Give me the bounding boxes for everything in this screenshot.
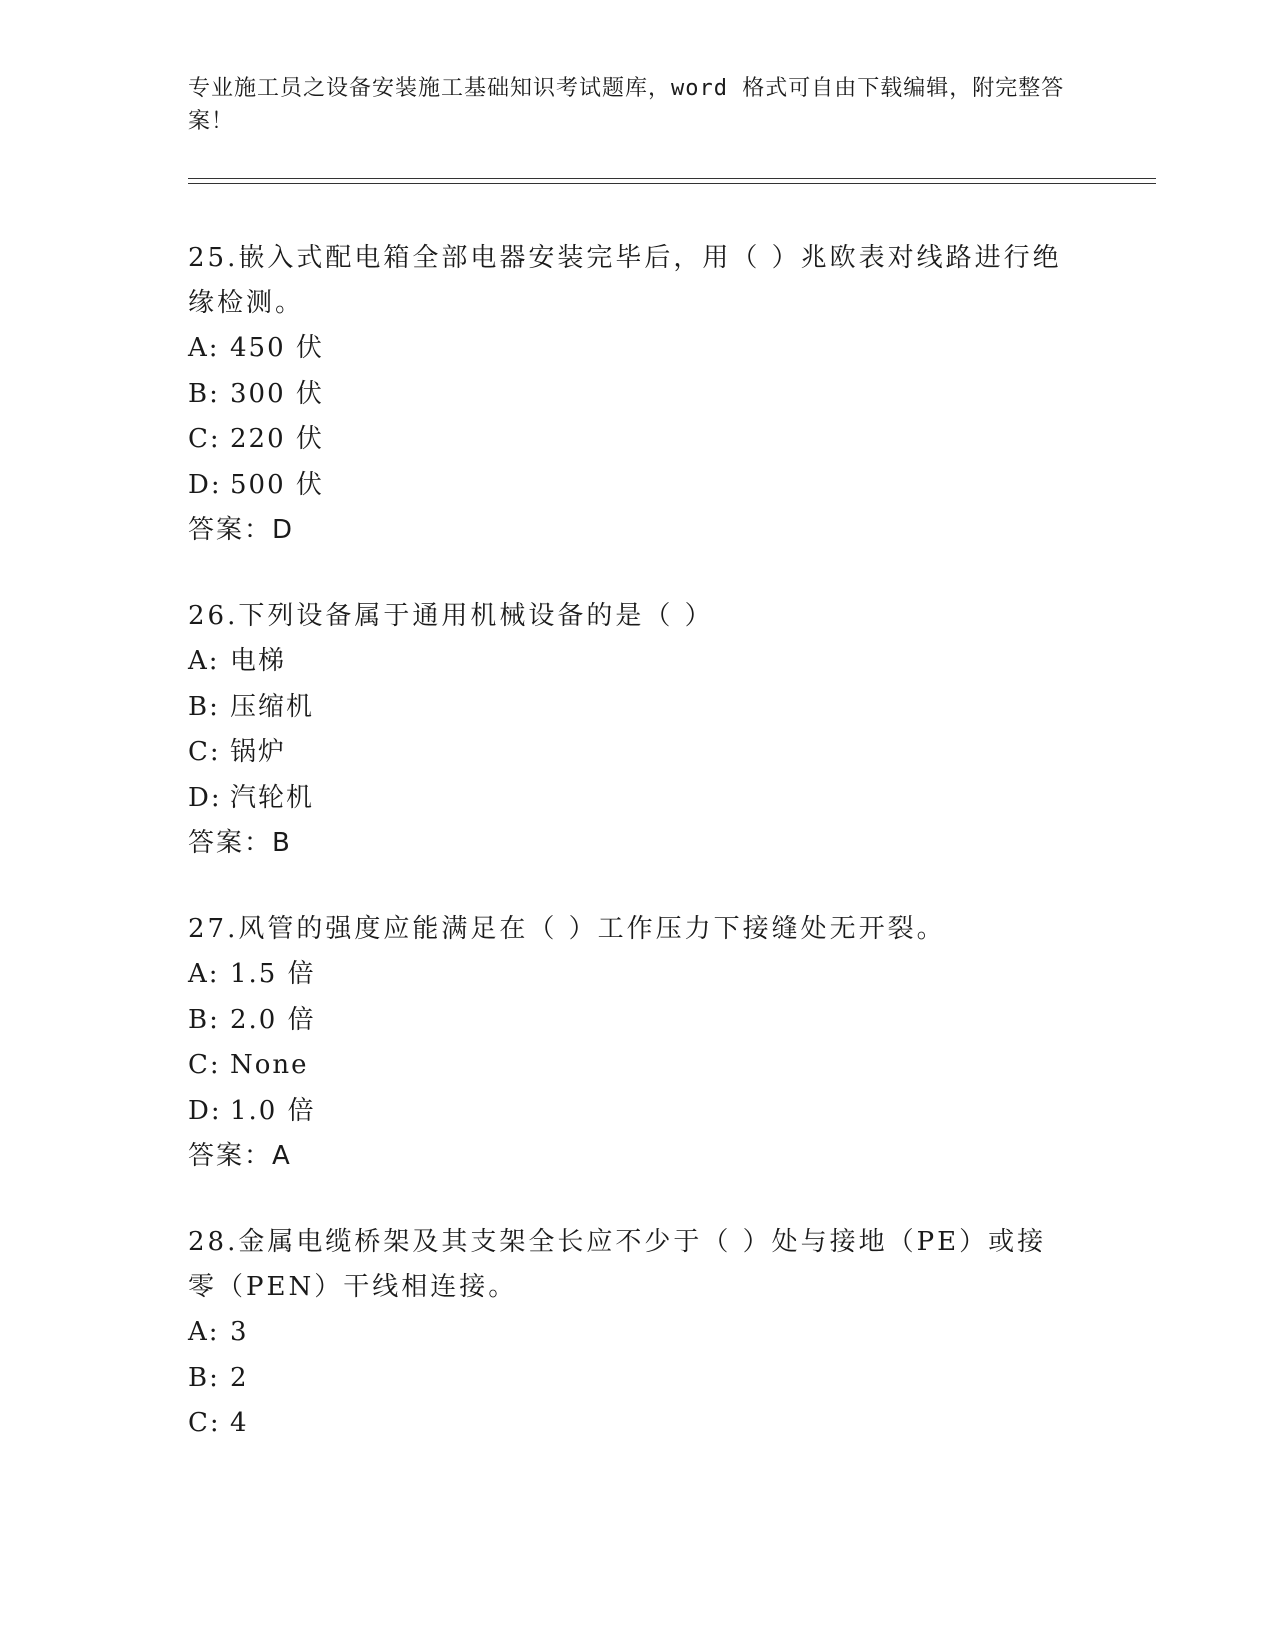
option-key: C: bbox=[188, 1408, 221, 1438]
question-item bbox=[188, 907, 1088, 1179]
answer-line: 答案：D bbox=[188, 515, 295, 545]
option-c bbox=[188, 1043, 1088, 1089]
option-b bbox=[188, 1356, 1088, 1402]
question-stem: 28.金属电缆桥架及其支架全长应不少于（ ）处与接地（PE）或接零（PEN）干线相连接。 bbox=[188, 1227, 1047, 1302]
option-key: A: bbox=[188, 646, 220, 676]
answer-line: 答案：A bbox=[188, 1141, 292, 1171]
option-c bbox=[188, 730, 1088, 776]
option-text: 汽轮机 bbox=[230, 782, 315, 813]
option-c bbox=[188, 1401, 1088, 1447]
question-item bbox=[188, 1220, 1088, 1447]
question-item bbox=[188, 236, 1088, 553]
option-a bbox=[188, 1310, 1088, 1356]
option-text: None bbox=[230, 1050, 309, 1080]
option-b bbox=[188, 998, 1088, 1044]
option-key: C: bbox=[188, 737, 221, 767]
option-key: A: bbox=[188, 333, 220, 363]
option-text: 450 伏 bbox=[230, 333, 324, 363]
question-stem: 26.下列设备属于通用机械设备的是（ ） bbox=[188, 601, 714, 631]
option-key: B: bbox=[188, 1004, 220, 1035]
option-key: D: bbox=[188, 782, 222, 813]
option-key: B: bbox=[188, 378, 220, 409]
option-b bbox=[188, 685, 1088, 731]
option-c bbox=[188, 417, 1088, 463]
option-key: D: bbox=[188, 1095, 222, 1126]
option-text: 500 伏 bbox=[230, 469, 324, 500]
option-key: A: bbox=[188, 1317, 220, 1347]
option-text: 电梯 bbox=[230, 646, 287, 676]
option-b bbox=[188, 372, 1088, 418]
option-text: 2.0 倍 bbox=[230, 1004, 316, 1035]
question-item bbox=[188, 594, 1088, 866]
option-key: C: bbox=[188, 424, 221, 454]
option-key: B: bbox=[188, 1362, 220, 1393]
option-text: 3 bbox=[230, 1317, 249, 1347]
option-text: 1.0 倍 bbox=[230, 1095, 316, 1126]
header-divider-bottom bbox=[188, 183, 1156, 184]
option-text: 1.5 倍 bbox=[230, 959, 316, 989]
option-text: 锅炉 bbox=[230, 737, 287, 767]
option-d bbox=[188, 776, 1088, 822]
option-key: C: bbox=[188, 1050, 221, 1080]
question-stem: 27.风管的强度应能满足在（ ）工作压力下接缝处无开裂。 bbox=[188, 914, 946, 944]
question-stem: 25.嵌入式配电箱全部电器安装完毕后，用（ ）兆欧表对线路进行绝缘检测。 bbox=[188, 243, 1062, 318]
option-a bbox=[188, 952, 1088, 998]
option-d bbox=[188, 1089, 1088, 1135]
option-a bbox=[188, 639, 1088, 685]
document-header-title: 专业施工员之设备安装施工基础知识考试题库，word 格式可自由下载编辑，附完整答案！ bbox=[188, 76, 1065, 134]
option-key: D: bbox=[188, 469, 222, 500]
option-d bbox=[188, 463, 1088, 509]
option-text: 220 伏 bbox=[230, 424, 324, 454]
option-a bbox=[188, 326, 1088, 372]
option-key: A: bbox=[188, 959, 220, 989]
answer-line: 答案：B bbox=[188, 828, 292, 858]
option-text: 300 伏 bbox=[230, 378, 324, 409]
question-list bbox=[188, 236, 1088, 1488]
option-text: 压缩机 bbox=[230, 691, 315, 722]
option-text: 2 bbox=[230, 1362, 249, 1393]
header-divider-top bbox=[188, 178, 1156, 179]
option-text: 4 bbox=[230, 1408, 249, 1438]
option-key: B: bbox=[188, 691, 220, 722]
